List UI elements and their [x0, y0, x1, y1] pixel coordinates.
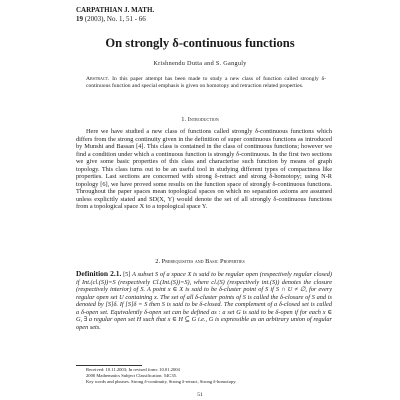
footnote-received: Received: 10.11.2003; In revised form: 10.01.2004 [86, 367, 180, 372]
abstract-text: In this paper attempt has been made to study a new class of function called strongly δ-continuous function and special emphasis is given on homotopy and retraction related properties. [86, 76, 326, 89]
page-number: 51 [197, 392, 203, 398]
journal-name: CARPATHIAN J. MATH. [76, 6, 155, 14]
abstract-label: Abstract. [86, 76, 110, 82]
footnote-divider [76, 365, 142, 366]
introduction-paragraph: Here we have studied a new class of functions called strongly δ-continuous functions which differs from the strong continuity given in the definition of super continuous functions as introduced by Munshi and Bassan [4]. This class is contained in the class of continuous functions; however we find a condition under which a continuous function is strongly δ-continuous. In the first two sections we give some basic properties of this class and characterise such function by means of graph topology. This class turns out to be an useful tool in studying different types of compactness like properties. Last sections are concerned with strong δ-retract and strong δ-homotopy; using N-R topology [6], we have proved some results on the function space of strongly δ-continuous functions. Throughout the paper spaces mean topological spaces on which no separation axioms are assumed unless explicitly stated and SD(X, Y) would denote the set of all strongly δ-continuous functions from a topological space X to a topological space Y. [76, 128, 332, 210]
definition-label: Definition 2.1. [76, 269, 122, 278]
footnote-keywords: Key words and phrases. Strong δ-continuity, Strong δ-retract, Strong δ-homotopy. [86, 379, 237, 385]
section-heading-introduction: 1. Introduction [181, 116, 219, 123]
footnotes [76, 367, 332, 386]
definition-text: A subset S of a space X is said to be regular open (respectively regular closed) if Int.(cl.(S))=S (respectively Cl.(Int.(S))=S), where cl.(S) (respectively int.(S)) denotes the closure (respectively interior) of S. A point x ∈ X is said to be δ-cluster point of S if S ∩ U ≠ ∅, for every regular open set U containing x. The set of all δ-cluster points of S is called the δ-closure of S and is denoted by [S]δ. If [S]δ = S then S is said to be δ-closed. The complement of a δ-closed set is called a δ-open set. Equivalently δ-open set can be defined as : a set G is said to be δ-open if for each x ∈ G, ∃ a regular open set H such that x ∈ H ⊆ G i.e., G is expressible as an arbitrary union of regular open sets. [76, 271, 332, 331]
footnote-classification: 2000 Mathematics Subject Classification. 54C35. [86, 373, 178, 379]
paper-title: On strongly δ-continuous functions [105, 36, 295, 50]
introduction-body [76, 128, 332, 211]
paper-authors: Krishnendu Dutta and S. Ganguly [153, 60, 247, 67]
section-heading-prerequisites: 2. Prerequisites and Basic Properties [155, 258, 245, 265]
journal-volume: 19 [76, 15, 83, 23]
journal-issue: (2003), No. 1, 51 - 66 [84, 15, 146, 23]
journal-header [76, 6, 154, 24]
definition-2-1 [76, 270, 332, 331]
definition-ref: [5] [123, 271, 131, 278]
abstract [86, 76, 326, 90]
